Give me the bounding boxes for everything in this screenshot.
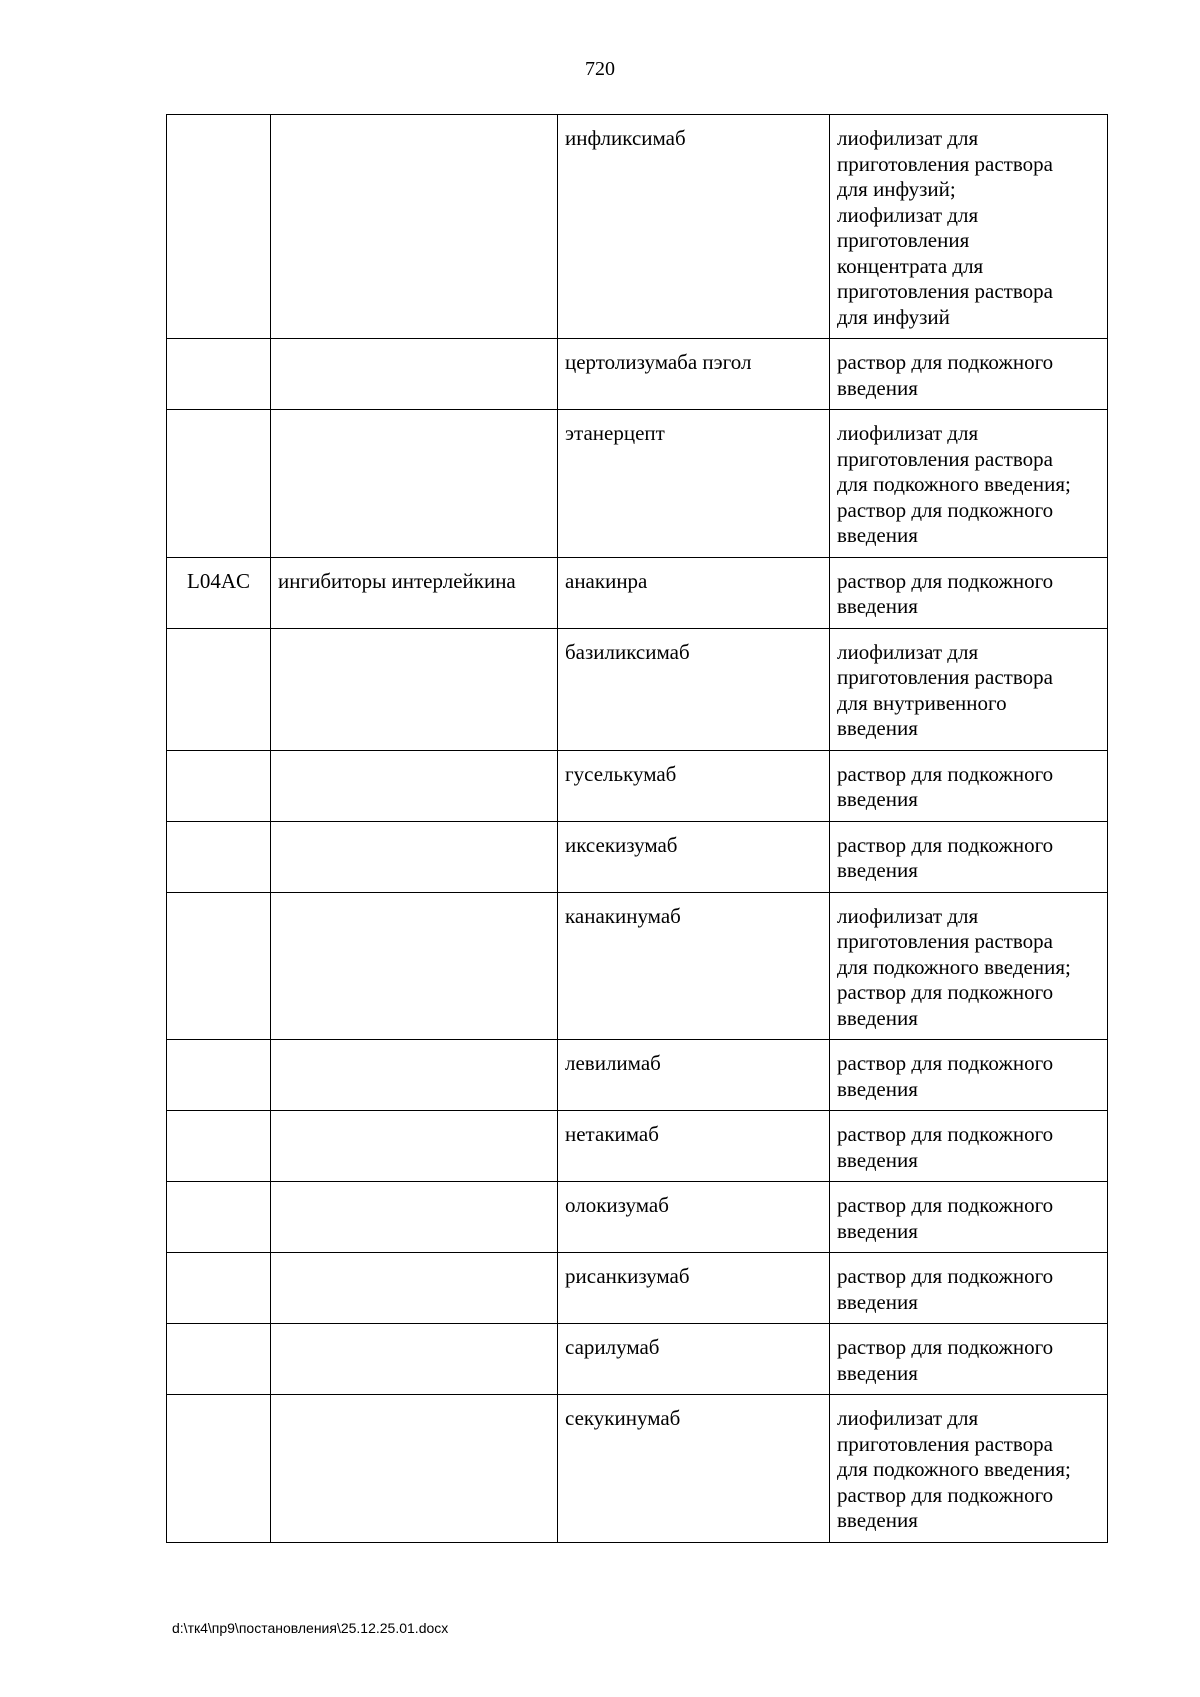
- drug-name-cell: олокизумаб: [558, 1182, 830, 1253]
- group-name-cell: [271, 1111, 558, 1182]
- atc-code-cell: [167, 628, 271, 750]
- group-name-cell: [271, 1395, 558, 1543]
- table-row: [167, 1395, 1108, 1543]
- drug-name-cell: канакинумаб: [558, 892, 830, 1040]
- group-name-cell: ингибиторы интерлейкина: [271, 557, 558, 628]
- atc-code-cell: [167, 750, 271, 821]
- group-name-cell: [271, 750, 558, 821]
- dosage-form-cell: лиофилизат для приготовления раствора для подкожного введения; раствор для подкожного введения: [830, 1395, 1108, 1543]
- drug-name-cell: левилимаб: [558, 1040, 830, 1111]
- group-name-cell: [271, 1324, 558, 1395]
- dosage-form-cell: раствор для подкожного введения: [830, 1182, 1108, 1253]
- group-name-cell: [271, 821, 558, 892]
- group-name-cell: [271, 628, 558, 750]
- drug-name-cell: этанерцепт: [558, 410, 830, 558]
- group-name-cell: [271, 410, 558, 558]
- drug-name-cell: нетакимаб: [558, 1111, 830, 1182]
- drug-name-cell: иксекизумаб: [558, 821, 830, 892]
- atc-code-cell: [167, 410, 271, 558]
- table-row: [167, 1324, 1108, 1395]
- drug-name-cell: базиликсимаб: [558, 628, 830, 750]
- drug-name-cell: цертолизумаба пэгол: [558, 339, 830, 410]
- table-row: [167, 628, 1108, 750]
- atc-code-cell: [167, 1182, 271, 1253]
- table-row: [167, 821, 1108, 892]
- atc-code-cell: [167, 1324, 271, 1395]
- page-number: 720: [585, 58, 615, 80]
- table-row: [167, 1253, 1108, 1324]
- atc-code-cell: [167, 339, 271, 410]
- dosage-form-cell: лиофилизат для приготовления раствора для подкожного введения; раствор для подкожного введения: [830, 410, 1108, 558]
- table-row: [167, 115, 1108, 339]
- group-name-cell: [271, 892, 558, 1040]
- drug-name-cell: рисанкизумаб: [558, 1253, 830, 1324]
- table-row: [167, 557, 1108, 628]
- dosage-form-cell: раствор для подкожного введения: [830, 1324, 1108, 1395]
- drug-name-cell: анакинра: [558, 557, 830, 628]
- dosage-form-cell: раствор для подкожного введения: [830, 557, 1108, 628]
- table-row: [167, 1182, 1108, 1253]
- atc-code-cell: [167, 115, 271, 339]
- atc-code-cell: [167, 1253, 271, 1324]
- group-name-cell: [271, 1253, 558, 1324]
- table-row: [167, 892, 1108, 1040]
- group-name-cell: [271, 1182, 558, 1253]
- table-row: [167, 410, 1108, 558]
- dosage-form-cell: раствор для подкожного введения: [830, 1111, 1108, 1182]
- atc-code-cell: [167, 1040, 271, 1111]
- atc-code-cell: [167, 1395, 271, 1543]
- dosage-form-cell: раствор для подкожного введения: [830, 1040, 1108, 1111]
- atc-code-cell: [167, 821, 271, 892]
- atc-code-cell: L04AC: [167, 557, 271, 628]
- group-name-cell: [271, 1040, 558, 1111]
- drug-table: [166, 114, 1108, 1543]
- atc-code-cell: [167, 892, 271, 1040]
- dosage-form-cell: раствор для подкожного введения: [830, 821, 1108, 892]
- table-row: [167, 750, 1108, 821]
- atc-code-cell: [167, 1111, 271, 1182]
- dosage-form-cell: лиофилизат для приготовления раствора для внутривенного введения: [830, 628, 1108, 750]
- table-row: [167, 1040, 1108, 1111]
- footer-file-path: d:\тк4\пр9\постановления\25.12.25.01.docx: [172, 1620, 449, 1636]
- drug-name-cell: секукинумаб: [558, 1395, 830, 1543]
- dosage-form-cell: лиофилизат для приготовления раствора для подкожного введения; раствор для подкожного введения: [830, 892, 1108, 1040]
- drug-name-cell: инфликсимаб: [558, 115, 830, 339]
- drug-name-cell: сарилумаб: [558, 1324, 830, 1395]
- group-name-cell: [271, 115, 558, 339]
- dosage-form-cell: раствор для подкожного введения: [830, 1253, 1108, 1324]
- table-row: [167, 339, 1108, 410]
- drug-name-cell: гуселькумаб: [558, 750, 830, 821]
- dosage-form-cell: раствор для подкожного введения: [830, 750, 1108, 821]
- group-name-cell: [271, 339, 558, 410]
- table-row: [167, 1111, 1108, 1182]
- dosage-form-cell: раствор для подкожного введения: [830, 339, 1108, 410]
- dosage-form-cell: лиофилизат для приготовления раствора для инфузий; лиофилизат для приготовления концентрата для приготовления раствора для инфузий: [830, 115, 1108, 339]
